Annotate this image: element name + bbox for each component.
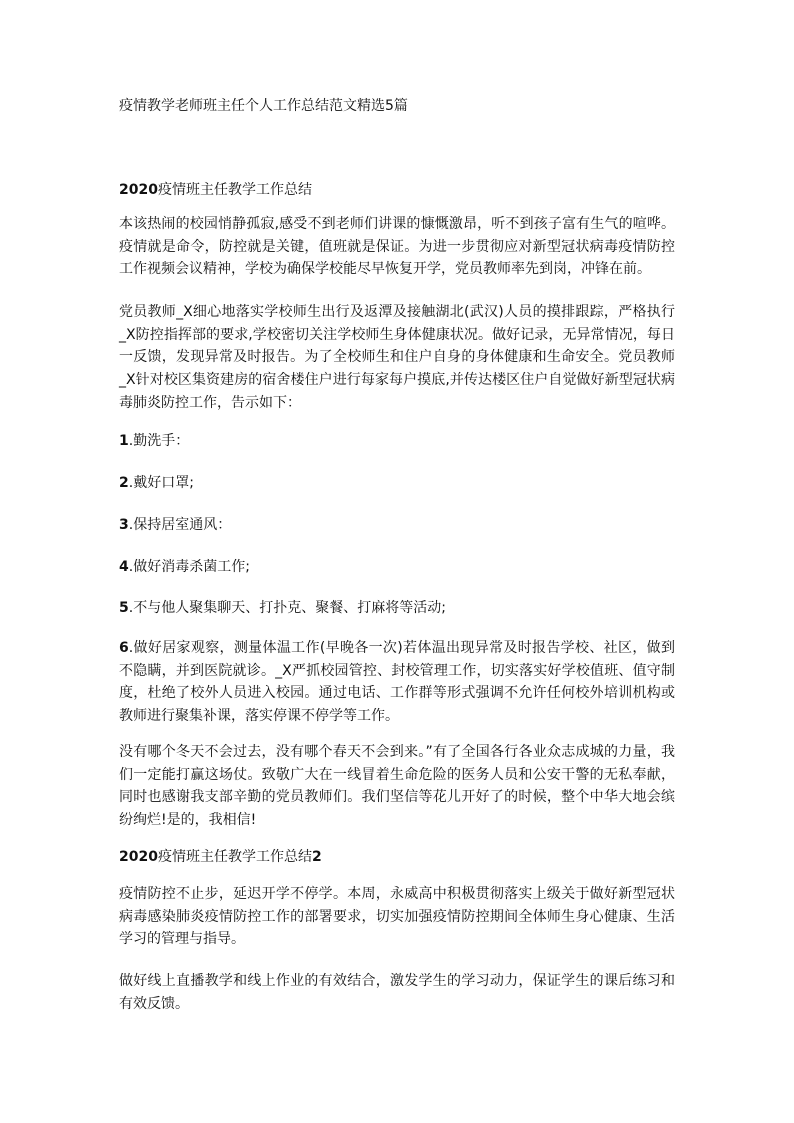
list-item-number: 5	[119, 600, 129, 616]
list-item-text: .不与他人聚集聊天、打扑克、聚餐、打麻将等活动;	[128, 600, 446, 616]
section-2-heading	[119, 847, 322, 867]
list-item-text: .勤洗手：	[128, 433, 190, 449]
list-item-text: .做好居家观察，测量体温工作(早晚各一次)若体温出现异常及时报告学校、社区，做到不隐瞒，并到医院就诊。_X严抓校园管控、封校管理工作，切实落实好学校值班、值守制度，杜绝了校外人员进入校园。通过电话、工作群等形式强调不允许任何校外培训机构或教师进行聚集补课，落实停课不停学等工作。	[119, 640, 675, 725]
list-item-number: 1	[119, 433, 129, 449]
list-item-text: .保持居室通风：	[128, 517, 232, 533]
list-item-5	[119, 598, 446, 618]
section-2-heading-number: 2	[311, 849, 322, 865]
section-2-heading-year: 2020	[119, 849, 158, 865]
section-1-paragraph-1: 本该热闹的校园悄静孤寂,感受不到老师们讲课的慷慨激昂，听不到孩子富有生气的喧哗。疫情就是命令，防控就是关键，值班就是保证。为进一步贯彻应对新型冠状病毒疫情防控工作视频会议精神，学校为确保学校能尽早恢复开学，党员教师率先到岗，冲锋在前。	[119, 216, 675, 278]
section-2-paragraph-1: 疫情防控不止步，延迟开学不停学。本周，永威高中积极贯彻落实上级关于做好新型冠状病毒感染肺炎疫情防控工作的部署要求，切实加强疫情防控期间全体师生身心健康、生活学习的管理与指导。	[119, 886, 675, 948]
section-1-closing-paragraph: 没有哪个冬天不会过去，没有哪个春天不会到来。”有了全国各行各业众志成城的力量，我们一定能打赢这场仗。致敬广大在一线冒着生命危险的医务人员和公安干警的无私奉献，同时也感谢我支部辛勤的党员教师们。我们坚信等花儿开好了的时候，整个中华大地会缤纷绚烂!是的，我相信!	[119, 744, 675, 829]
section-2-paragraph-2: 做好线上直播教学和线上作业的有效结合，激发学生的学习动力，保证学生的课后练习和有效反馈。	[119, 973, 675, 1012]
list-item-text: .戴好口罩;	[128, 475, 194, 491]
list-item-4	[119, 557, 250, 577]
section-1-heading-text: 疫情班主任教学工作总结	[157, 182, 312, 198]
list-item-2	[119, 473, 194, 493]
section-1-heading-year: 2020	[119, 182, 158, 198]
section-1-heading	[119, 180, 312, 200]
list-item-text: .做好消毒杀菌工作;	[128, 559, 250, 575]
section-2-heading-text: 疫情班主任教学工作总结	[157, 849, 312, 865]
list-item-number: 6	[119, 640, 129, 656]
list-item-number: 4	[119, 559, 129, 575]
list-item-6	[119, 637, 675, 728]
list-item-number: 2	[119, 475, 129, 491]
list-item-number: 3	[119, 517, 129, 533]
list-item-1	[119, 431, 189, 451]
section-1-paragraph-2: 党员教师_X细心地落实学校师生出行及返潭及接触湖北(武汉)人员的摸排跟踪，严格执行_X防控指挥部的要求,学校密切关注学校师生身体健康状况。做好记录，无异常情况，每日一反馈，发现异常及时报告。为了全校师生和住户自身的身体健康和生命安全。党员教师_X针对校区集资建房的宿舍楼住户进行每家每户摸底,并传达楼区住户自觉做好新型冠状病毒肺炎防控工作，告示如下：	[119, 304, 675, 411]
list-item-3	[119, 515, 231, 535]
document-title: 疫情教学老师班主任个人工作总结范文精选5篇	[119, 98, 408, 114]
